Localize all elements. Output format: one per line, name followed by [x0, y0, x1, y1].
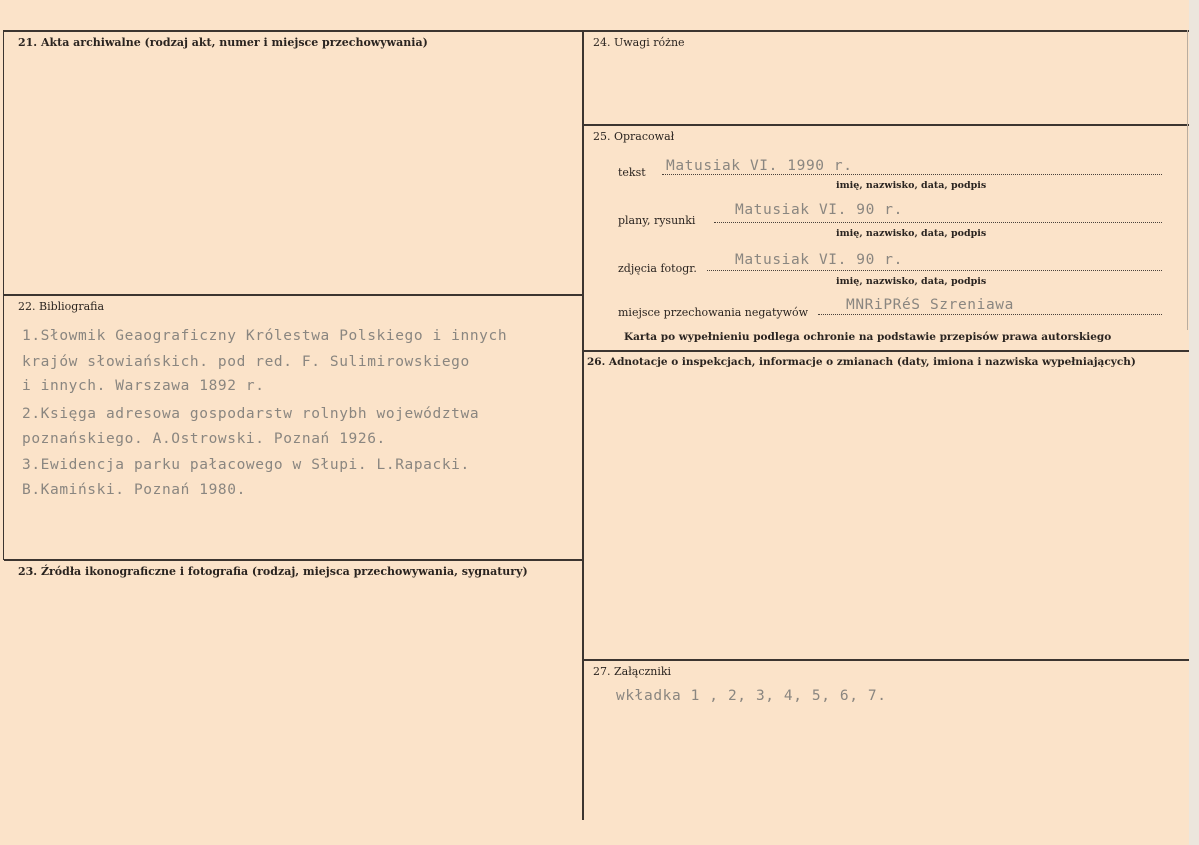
- section-21-title: 21. Akta archiwalne (rodzaj akt, numer i miejsce przechowywania): [18, 36, 428, 49]
- section-23-title: 23. Źródła ikonograficzne i fotografia (rodzaj, miejsca przechowywania, sygnatury): [18, 565, 528, 578]
- divider-22-23: [4, 559, 582, 561]
- zdjecia-value: Matusiak VI. 90 r.: [735, 252, 903, 268]
- plany-label: plany, rysunki: [618, 214, 696, 227]
- bibliography-line: i innych. Warszawa 1892 r.: [22, 378, 265, 394]
- bibliography-line: 1.Słowmik Geaograficzny Królestwa Polskiego i innych: [22, 328, 508, 344]
- divider-24-25: [584, 124, 1194, 126]
- divider-26-27: [584, 659, 1194, 661]
- negatywy-label: miejsce przechowania negatywów: [618, 306, 809, 319]
- right-edge-line: [1187, 30, 1188, 330]
- divider-25-26: [584, 350, 1194, 352]
- zdjecia-line: [707, 270, 1162, 271]
- center-divider: [582, 30, 584, 820]
- bibliography-line: 2.Księga adresowa gospodarstw rolnybh województwa: [22, 406, 480, 422]
- bibliography-line: poznańskiego. A.Ostrowski. Poznań 1926.: [22, 431, 386, 447]
- tekst-hint: imię, nazwisko, data, podpis: [836, 180, 987, 191]
- section-25-title: 25. Opracował: [593, 130, 675, 143]
- tekst-label: tekst: [618, 166, 646, 179]
- zdjecia-hint: imię, nazwisko, data, podpis: [836, 276, 987, 287]
- plany-hint: imię, nazwisko, data, podpis: [836, 228, 987, 239]
- zdjecia-label: zdjęcia fotogr.: [618, 262, 697, 275]
- negatywy-value: MNRiPRéS Szreniawa: [846, 297, 1014, 313]
- divider-21-22: [4, 294, 582, 296]
- plany-line: [714, 222, 1162, 223]
- copyright-note: Karta po wypełnieniu podlega ochronie na podstawie przepisów prawa autorskiego: [624, 331, 1112, 343]
- section-24-title: 24. Uwagi różne: [593, 36, 685, 49]
- attachments-value: wkładka 1 , 2, 3, 4, 5, 6, 7.: [616, 688, 887, 704]
- section-27-title: 27. Załączniki: [593, 665, 672, 678]
- bibliography-line: 3.Ewidencja parku pałacowego w Słupi. L.Rapacki.: [22, 457, 470, 473]
- bibliography-line: krajów słowiańskich. pod red. F. Sulimirowskiego: [22, 354, 470, 370]
- section-22-title: 22. Bibliografia: [18, 300, 105, 313]
- section-26-title: 26. Adnotacje o inspekcjach, informacje o zmianach (daty, imiona i nazwiska wypełniających): [587, 356, 1136, 368]
- tekst-line: [662, 174, 1162, 175]
- card-right-margin: [1189, 0, 1199, 845]
- tekst-value: Matusiak VI. 1990 r.: [666, 158, 853, 174]
- top-border: [4, 30, 1194, 32]
- plany-value: Matusiak VI. 90 r.: [735, 202, 903, 218]
- negatywy-line: [818, 314, 1162, 315]
- bibliography-line: B.Kamiński. Poznań 1980.: [22, 482, 246, 498]
